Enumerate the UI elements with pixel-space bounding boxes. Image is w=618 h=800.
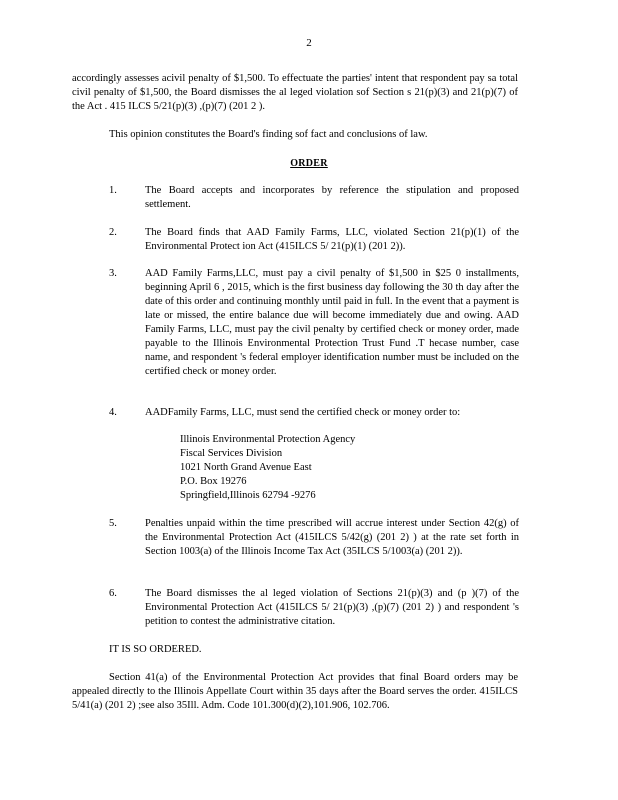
item-text: Penalties unpaid within the time prescribed will accrue interest under Section 42(g) of the Environmental Protection Act (415ILCS 5/42(g) (201 2) ) at the rate set forth in Section 1003(a) of the Illinois Income Tax Act (35ILCS 5/1003(a) (201 2)). (145, 518, 519, 557)
item-number: 4. (109, 407, 117, 418)
item-text: The Board accepts and incorporates by reference the stipulation and proposed settlement. (145, 185, 519, 210)
item-number: 3. (109, 268, 117, 279)
mailing-address (180, 433, 440, 503)
address-line: Fiscal Services Division (180, 448, 283, 459)
item-text: AADFamily Farms, LLC, must send the certified check or money order to: (145, 407, 461, 418)
item-text: The Board finds that AAD Family Farms, LLC, violated Section 21(p)(1) of the Environmental Protect ion Act (415ILCS 5/ 21(p)(1) (201 2)). (145, 227, 519, 252)
item-number: 5. (109, 518, 117, 529)
item-number: 1. (109, 185, 117, 196)
item-number: 2. (109, 227, 117, 238)
appeal-paragraph: Section 41(a) of the Environmental Protection Act provides that final Board orders may be appealed directly to the Illinois Appellate Court within 35 days after the Board serves the order. 415ILCS 5/41(a) (201 2) ;see also 35Ill. Adm. Code 101.300(d)(2),101.906, 102.706. (72, 672, 518, 711)
so-ordered-line: IT IS SO ORDERED. (109, 644, 202, 655)
address-line: Illinois Environmental Protection Agency (180, 434, 356, 445)
opinion-paragraph: This opinion constitutes the Board's finding sof fact and conclusions of law. (109, 129, 428, 140)
item-number: 6. (109, 588, 117, 599)
address-line: 1021 North Grand Avenue East (180, 462, 312, 473)
item-text: AAD Family Farms,LLC, must pay a civil penalty of $1,500 in $25 0 installments, beginning April 6 , 2015, which is the first business day following the 30 th day after the date of this order and continuing monthly until paid in full. In the event that a payment is late or missed, the entire balance due will become immediately due and owing. AAD Family Farms, LLC, must pay the civil penalty by certified check or money order, made payable to the Illinois Environmental Protection Trust Fund .T hecase number, case name, and respondent 's federal employer identification number must be included on the certified check or money order. (145, 268, 519, 377)
address-line: P.O. Box 19276 (180, 476, 247, 487)
order-heading: ORDER (290, 158, 328, 169)
item-text: The Board dismisses the al leged violation of Sections 21(p)(3) and (p )(7) of the Environmental Protection Act (415ILCS 5/ 21(p)(3) ,(p)(7) (201 2) ) and respondent 's petition to contest the administrative citation. (145, 588, 519, 627)
intro-paragraph: accordingly assesses acivil penalty of $1,500. To effectuate the parties' intent that respondent pay sa total civil penalty of $1,500, the Board dismisses the al leged violation sof Section s 21(p)(3) and 21(p)(7) of the Act . 415 ILCS 5/21(p)(3) ,(p)(7) (201 2 ). (72, 73, 518, 112)
page-number: 2 (306, 37, 312, 49)
address-line: Springfield,Illinois 62794 -9276 (180, 490, 316, 501)
